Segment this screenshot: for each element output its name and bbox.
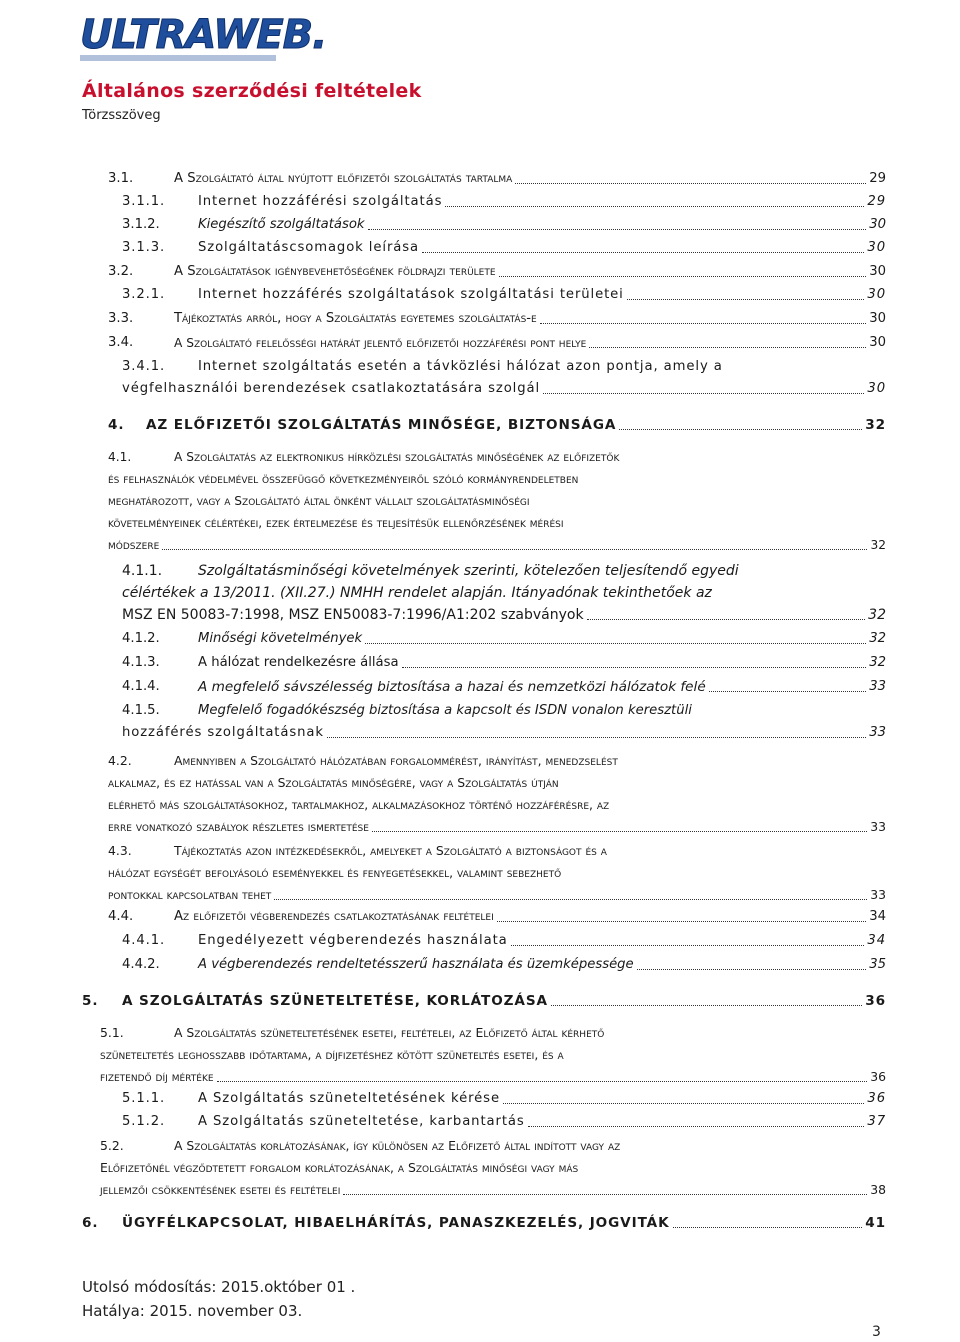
toc-text-continued: pontokkal kapcsolatban tehet <box>108 887 272 902</box>
toc-number: 5. <box>82 993 99 1009</box>
toc-entry[interactable] <box>122 954 886 976</box>
toc-text-continued: módszere <box>108 538 160 552</box>
toc-text: A SZOLGÁLTATÁS SZÜNETELTETÉSE, KORLÁTOZÁSA <box>122 993 548 1009</box>
toc-text: A megfelelő sávszélesség biztosítása a hazai és nemzetközi hálózatok felé <box>198 679 706 695</box>
toc-number: 5.1.1. <box>122 1091 166 1106</box>
toc-page: 30 <box>867 381 886 396</box>
ultraweb-logo <box>78 6 327 64</box>
leader-dots <box>673 1227 863 1228</box>
toc-entry[interactable] <box>122 214 886 236</box>
toc-text: A Szolgáltatás az elektronikus hírközlési szolgáltatás minőségének az előfizetők <box>174 450 620 464</box>
toc-page: 33 <box>870 887 886 902</box>
toc-page: 29 <box>867 194 886 209</box>
toc-entry[interactable] <box>122 284 886 306</box>
toc-page: 32 <box>870 538 886 552</box>
toc-text: Internet hozzáférési szolgáltatás <box>198 194 443 209</box>
toc-text: A Szolgáltatás szüneteltetése, karbantartás <box>198 1114 525 1129</box>
toc-text: Tájékoztatás arról, hogy a Szolgáltatás egyetemes szolgáltatás-e <box>174 311 537 326</box>
toc-page: 37 <box>867 1114 886 1129</box>
toc-number: 3.1. <box>108 171 134 186</box>
toc-text: Az előfizetői végberendezés csatlakoztatásának feltételei <box>174 909 494 924</box>
toc-page: 34 <box>867 933 886 948</box>
leader-dots <box>499 276 867 277</box>
toc-number: 6. <box>82 1215 99 1231</box>
toc-entry[interactable] <box>100 1135 886 1201</box>
toc-text: Megfelelő fogadókészség biztosítása a kapcsolt és ISDN vonalon keresztüli <box>198 703 692 718</box>
toc-text: ÜGYFÉLKAPCSOLAT, HIBAELHÁRÍTÁS, PANASZKEZELÉS, JOGVITÁK <box>122 1215 670 1231</box>
toc-entry[interactable] <box>82 990 886 1012</box>
toc-text-continued: hálózat egységét befolyásoló eseményekkel és fenyegetésekkel, valamint sebezhető <box>108 865 562 880</box>
toc-entry[interactable] <box>108 414 886 436</box>
toc-text: A Szolgáltatás szüneteltetésének kérése <box>198 1091 500 1106</box>
toc-text: Szolgáltatáscsomagok leírása <box>198 240 419 255</box>
toc-page: 36 <box>865 993 886 1009</box>
toc-entry[interactable] <box>122 237 886 259</box>
leader-dots <box>343 1194 867 1195</box>
leader-dots <box>422 252 864 253</box>
toc-number: 4.1.3. <box>122 655 160 670</box>
toc-entry[interactable] <box>108 332 886 354</box>
toc-text-continued: és felhasználók védelmével összefüggő következményeiről szóló kormányrendeletben <box>108 472 579 486</box>
toc-number: 5.2. <box>100 1138 124 1153</box>
toc-text: Internet hozzáférés szolgáltatások szolgáltatási területei <box>198 287 624 302</box>
toc-entry[interactable] <box>108 308 886 330</box>
leader-dots <box>511 945 865 946</box>
toc-text-continued: végfelhasználói berendezések csatlakoztatására szolgál <box>122 381 541 396</box>
footer-modified: Utolsó módosítás: 2015.október 01 . <box>82 1278 356 1296</box>
toc-text: Amennyiben a Szolgáltató hálózatában forgalommérést, irányítást, menedzselést <box>174 753 618 768</box>
toc-entry[interactable] <box>108 906 886 928</box>
toc-number: 4.1.2. <box>122 631 160 646</box>
toc-number: 4.1.4. <box>122 679 160 694</box>
toc-page: 30 <box>867 287 886 302</box>
document-title: Általános szerződési feltételek <box>82 80 422 102</box>
toc-page: 32 <box>869 655 886 670</box>
toc-entry[interactable] <box>82 1212 886 1234</box>
toc-text-continued: szüneteltetés leghosszabb időtartama, a díjfizetéshez kötött szüneteltés esetei, és a <box>100 1047 564 1062</box>
toc-text: A Szolgáltató által nyújtott előfizetői szolgáltatás tartalma <box>174 171 513 186</box>
toc-text-continued: követelményeinek célértékei, ezek értelmezése és teljesítésük ellenőrzésének mérési <box>108 516 564 530</box>
leader-dots <box>589 347 866 348</box>
toc-number: 3.4. <box>108 335 134 350</box>
toc-entry[interactable] <box>108 446 886 556</box>
leader-dots <box>217 1081 868 1082</box>
leader-dots <box>709 691 867 692</box>
leader-dots <box>497 921 866 922</box>
leader-dots <box>627 299 865 300</box>
toc-number: 4.4.1. <box>122 933 166 948</box>
toc-entry[interactable] <box>122 676 886 698</box>
toc-entry[interactable] <box>122 356 886 400</box>
toc-entry[interactable] <box>122 1088 886 1110</box>
toc-text: A végberendezés rendeltetésszerű használata és üzemképessége <box>198 957 634 972</box>
toc-number: 3.3. <box>108 311 134 326</box>
toc-number: 4.3. <box>108 843 132 858</box>
toc-text: Minőségi követelmények <box>198 631 363 646</box>
leader-dots <box>365 643 866 644</box>
toc-text: Internet szolgáltatás esetén a távközlési hálózat azon pontja, amely a <box>198 359 723 374</box>
leader-dots <box>274 899 867 900</box>
toc-page: 30 <box>869 264 886 279</box>
toc-text: Kiegészítő szolgáltatások <box>198 217 365 232</box>
toc-entry[interactable] <box>122 1111 886 1133</box>
toc-number: 5.1. <box>100 1025 124 1040</box>
leader-dots <box>619 429 862 430</box>
toc-number: 3.2. <box>108 264 134 279</box>
toc-text: A Szolgáltatások igénybevehetőségének földrajzi területe <box>174 264 496 279</box>
leader-dots <box>515 183 866 184</box>
footer-effective: Hatálya: 2015. november 03. <box>82 1302 303 1320</box>
toc-page: 30 <box>869 311 886 326</box>
toc-number: 5.1.2. <box>122 1114 166 1129</box>
toc-page: 33 <box>869 679 886 694</box>
toc-number: 4.2. <box>108 753 132 768</box>
toc-number: 3.1.3. <box>122 240 166 255</box>
leader-dots <box>540 323 866 324</box>
leader-dots <box>402 667 867 668</box>
toc-page: 32 <box>865 417 886 433</box>
toc-page: 38 <box>870 1182 886 1197</box>
toc-entry[interactable] <box>122 628 886 650</box>
toc-text: A Szolgáltatás korlátozásának, így különösen az Előfizető által indított vagy az <box>174 1138 621 1153</box>
toc-entry[interactable] <box>108 750 886 838</box>
leader-dots <box>162 549 867 550</box>
toc-page: 36 <box>870 1069 886 1084</box>
toc-text: AZ ELŐFIZETŐI SZOLGÁLTATÁS MINŐSÉGE, BIZTONSÁGA <box>146 417 617 433</box>
toc-page: 30 <box>867 240 886 255</box>
toc-text-continued: Előfizetőnél végződtetett forgalom korlátozásának, a Szolgáltatás minőségi vagy más <box>100 1160 579 1175</box>
toc-page: 41 <box>865 1215 886 1231</box>
toc-number: 3.1.2. <box>122 217 160 232</box>
logo-text: ULTRAWEB. <box>80 12 327 58</box>
toc-number: 3.4.1. <box>122 359 166 374</box>
toc-text-continued: MSZ EN 50083-7:1998, MSZ EN50083-7:1996/A1:202 szabványok <box>122 607 584 623</box>
leader-dots <box>543 393 864 394</box>
toc-number: 4.1. <box>108 450 132 464</box>
toc-page: 36 <box>867 1091 886 1106</box>
toc-text-continued: erre vonatkozó szabályok részletes ismertetése <box>108 819 369 834</box>
toc-entry[interactable] <box>100 1022 886 1088</box>
toc-page: 35 <box>869 957 886 972</box>
toc-page: 34 <box>869 909 886 924</box>
toc-entry[interactable] <box>108 168 886 190</box>
toc-text-continued: jellemzői csökkentésének esetei és feltételei <box>100 1182 341 1197</box>
toc-page: 33 <box>869 725 886 740</box>
toc-entry[interactable] <box>122 930 886 952</box>
toc-entry[interactable] <box>122 652 886 674</box>
toc-text: Tájékoztatás azon intézkedésekről, amelyeket a Szolgáltató a biztonságot és a <box>174 843 607 858</box>
toc-page: 32 <box>868 607 886 623</box>
toc-text-continued: fizetendő díj mértéke <box>100 1069 214 1084</box>
toc-entry[interactable] <box>108 840 886 906</box>
toc-number: 4.1.1. <box>122 563 163 579</box>
leader-dots <box>445 206 864 207</box>
toc-text-continued: elérhető más szolgáltatásokhoz, tartalmakhoz, alkalmazásokhoz történő hozzáférésre, az <box>108 797 610 812</box>
leader-dots <box>551 1005 862 1006</box>
leader-dots <box>637 969 867 970</box>
toc-number: 3.2.1. <box>122 287 166 302</box>
toc-page: 30 <box>869 335 886 350</box>
toc-entry[interactable] <box>122 700 886 744</box>
toc-text-continued: célértékek a 13/2011. (XII.27.) NMHH rendelet alapján. Itányadónak tekinthetőek az <box>122 585 712 601</box>
document-subtitle: Törzsszöveg <box>82 108 161 123</box>
toc-text: Engedélyezett végberendezés használata <box>198 933 508 948</box>
toc-page: 33 <box>870 819 886 834</box>
toc-page: 32 <box>869 631 886 646</box>
leader-dots <box>528 1126 865 1127</box>
leader-dots <box>587 619 866 620</box>
toc-entry[interactable] <box>122 191 886 213</box>
toc-text: Szolgáltatásminőségi követelmények szerinti, kötelezően teljesítendő egyedi <box>198 563 739 579</box>
toc-number: 3.1.1. <box>122 194 166 209</box>
toc-number: 4. <box>108 417 125 433</box>
toc-page: 30 <box>869 217 886 232</box>
toc-text: A hálózat rendelkezésre állása <box>198 655 399 670</box>
toc-entry[interactable] <box>108 261 886 283</box>
toc-text: A Szolgáltató felelősségi határát jelentő előfizetői hozzáférési pont helye <box>174 336 587 350</box>
toc-number: 4.4. <box>108 909 134 924</box>
toc-number: 4.1.5. <box>122 703 160 718</box>
toc-number: 4.4.2. <box>122 957 160 972</box>
toc-entry[interactable] <box>122 560 886 626</box>
toc-text-continued: meghatározott, vagy a Szolgáltató által önként vállalt szolgáltatásminőségi <box>108 494 530 508</box>
toc-page: 29 <box>869 171 886 186</box>
leader-dots <box>503 1103 864 1104</box>
toc-text: A Szolgáltatás szüneteltetésének esetei, feltételei, az Előfizető által kérhető <box>174 1025 605 1040</box>
leader-dots <box>327 737 866 738</box>
leader-dots <box>372 831 867 832</box>
leader-dots <box>368 229 867 230</box>
page-number: 3 <box>872 1324 881 1340</box>
toc-text-continued: hozzáférés szolgáltatásnak <box>122 725 324 740</box>
toc-text-continued: alkalmaz, és ez hatással van a Szolgáltatás minőségére, vagy a Szolgáltatás útján <box>108 775 559 790</box>
